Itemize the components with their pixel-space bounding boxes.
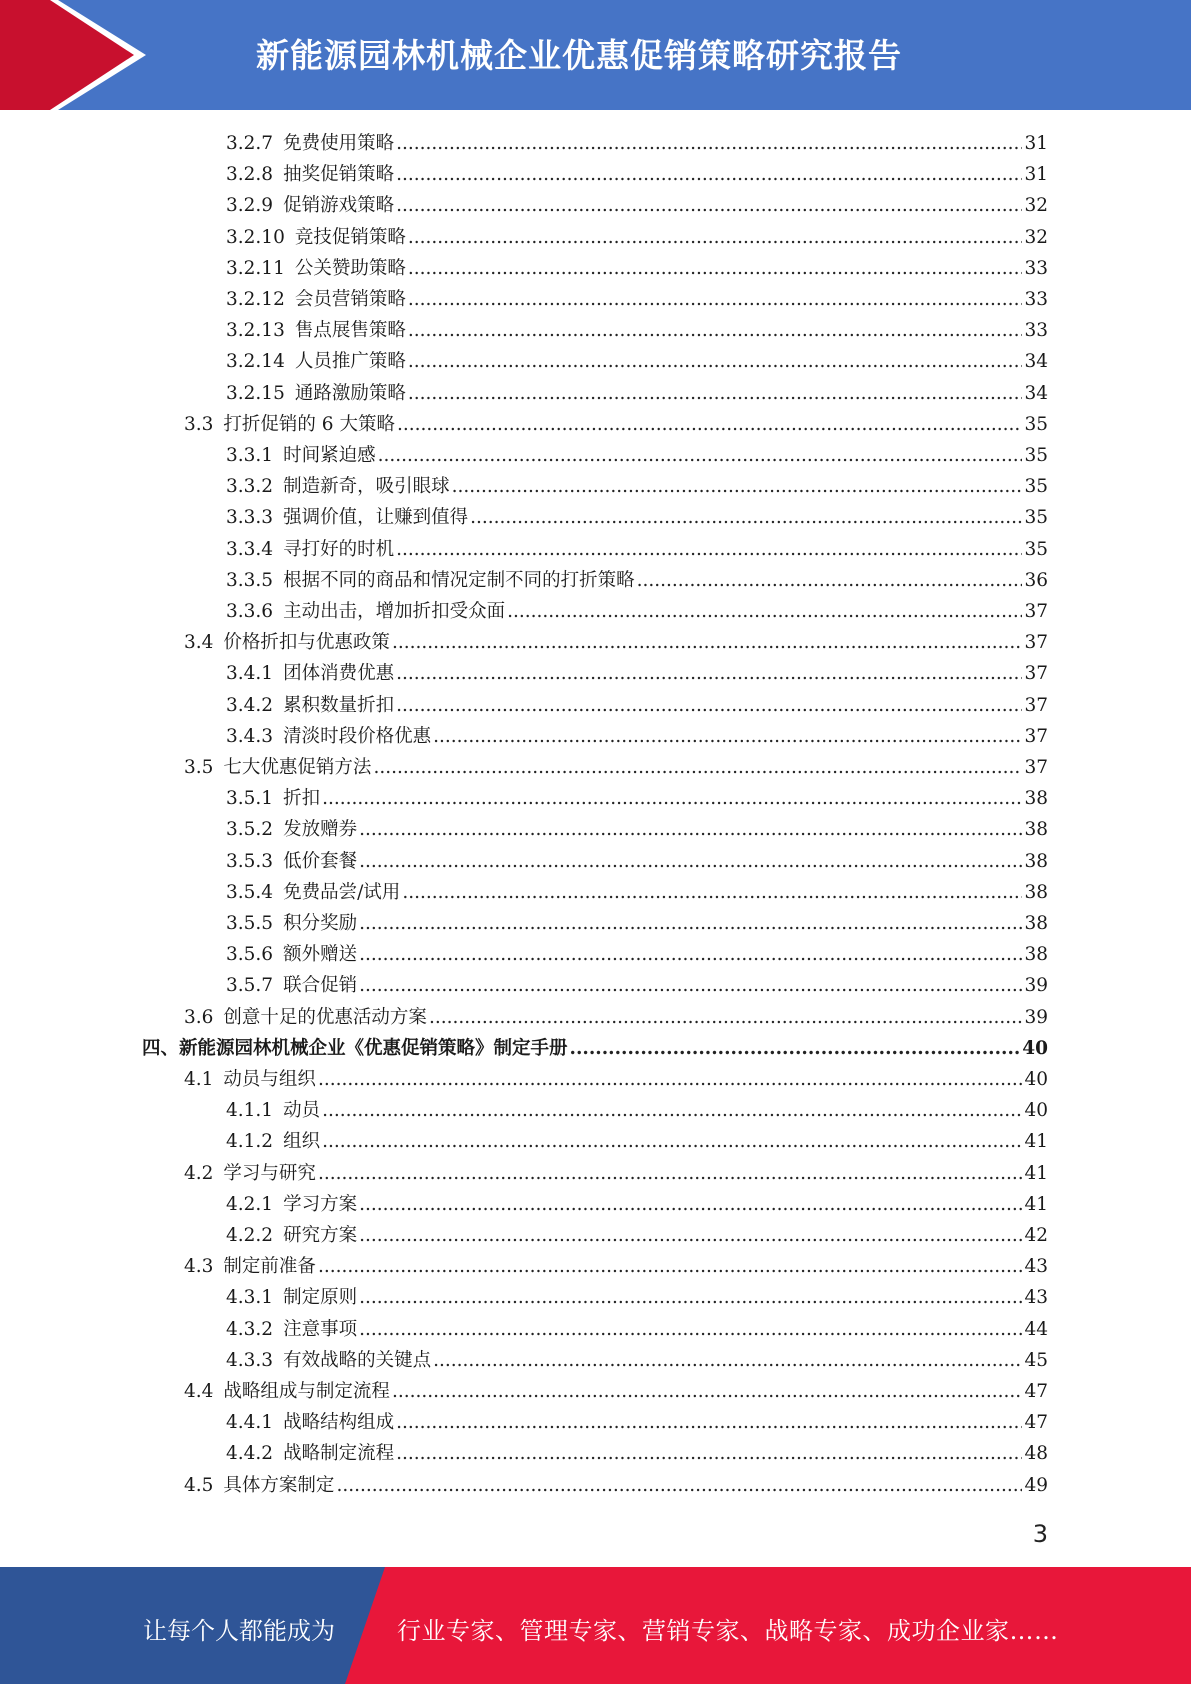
toc-entry-page: 34	[1024, 382, 1048, 404]
toc-entry-number: 3.3.4	[226, 538, 274, 560]
toc-entry-number: 3.2.14	[226, 351, 285, 373]
toc-entry-number: 4.1.1	[226, 1100, 274, 1122]
toc-entry-page: 39	[1024, 975, 1048, 997]
toc-dot-leader	[433, 721, 1022, 752]
toc-entry[interactable]	[226, 502, 1048, 533]
toc-entry-title: 学习与研究	[223, 1162, 316, 1184]
toc-entry-title: 强调价值，让赚到值得	[283, 507, 469, 529]
toc-dot-leader	[318, 1158, 1023, 1189]
toc-entry-title: 注意事项	[283, 1318, 358, 1340]
toc-entry[interactable]	[226, 315, 1048, 346]
toc-dot-leader	[429, 1002, 1023, 1033]
toc-entry[interactable]	[226, 534, 1048, 565]
toc-entry-page: 44	[1024, 1318, 1048, 1340]
toc-entry-title: 有效战略的关键点	[283, 1349, 432, 1371]
toc-entry[interactable]	[226, 939, 1048, 970]
toc-entry-title: 打折促销的 6 大策略	[223, 413, 395, 435]
toc-entry-number: 4.5	[184, 1474, 214, 1496]
toc-dot-leader	[507, 596, 1022, 627]
toc-dot-leader	[359, 846, 1022, 877]
toc-entry-page: 42	[1024, 1225, 1048, 1246]
toc-entry-page: 35	[1024, 413, 1048, 435]
toc-entry-number: 4.3	[184, 1256, 214, 1278]
toc-entry-number: 4.1	[184, 1069, 214, 1090]
toc-entry[interactable]	[226, 814, 1048, 845]
toc-entry-number: 3.3.2	[226, 476, 274, 498]
toc-entry-page: 38	[1024, 913, 1048, 934]
footer-slogan-left: 让每个人都能成为	[143, 1617, 335, 1645]
toc-entry-title: 累积数量折扣	[283, 694, 395, 716]
toc-entry-page: 41	[1024, 1193, 1048, 1215]
toc-entry[interactable]	[226, 877, 1048, 908]
toc-entry-page: 40	[1024, 1069, 1048, 1090]
toc-entry-page: 38	[1024, 850, 1048, 872]
toc-entry[interactable]	[226, 440, 1048, 471]
toc-entry-page: 38	[1024, 788, 1048, 810]
toc-entry-title: 主动出击，增加折扣受众面	[283, 601, 506, 622]
toc-entry-title: 战略结构组成	[283, 1412, 395, 1434]
toc-dot-leader	[397, 409, 1022, 440]
toc-dot-leader	[359, 970, 1022, 1001]
toc-entry-page: 49	[1024, 1474, 1048, 1496]
toc-entry-title: 低价套餐	[283, 850, 358, 872]
toc-entry-number: 3.4.3	[226, 725, 274, 747]
toc-entry[interactable]	[226, 1126, 1048, 1157]
toc-entry-page: 37	[1024, 725, 1048, 747]
toc-entry[interactable]	[226, 1220, 1048, 1251]
toc-entry-title: 根据不同的商品和情况定制不同的打折策略	[283, 569, 635, 591]
toc-entry-number: 3.2.13	[226, 320, 285, 342]
toc-entry[interactable]	[184, 409, 1048, 440]
toc-entry-number: 4.2	[184, 1162, 214, 1184]
toc-entry-number: 4.3.3	[226, 1349, 274, 1371]
toc-entry-number: 3.5.2	[226, 819, 274, 841]
toc-entry-number: 4.3.2	[226, 1318, 274, 1340]
toc-entry-number: 3.5.6	[226, 944, 274, 966]
toc-dot-leader	[402, 877, 1022, 908]
toc-dot-leader	[408, 378, 1023, 409]
toc-dot-leader	[318, 1251, 1023, 1282]
toc-entry-page: 37	[1024, 601, 1048, 622]
toc-entry-page: 37	[1024, 694, 1048, 716]
toc-entry-number: 3.4.1	[226, 663, 274, 685]
toc-dot-leader	[359, 939, 1022, 970]
toc-entry-page: 31	[1024, 133, 1048, 154]
toc-entry-number: 3.2.12	[226, 289, 285, 310]
toc-entry-page: 37	[1024, 632, 1048, 654]
toc-dot-leader	[408, 284, 1023, 315]
toc-entry-title: 免费品尝/试用	[283, 881, 401, 903]
toc-dot-leader	[392, 627, 1023, 658]
toc-entry[interactable]	[184, 1251, 1048, 1282]
toc-entry[interactable]	[226, 378, 1048, 409]
toc-entry[interactable]	[226, 222, 1048, 253]
toc-entry-title: 团体消费优惠	[283, 663, 395, 685]
toc-entry-number: 4.2.1	[226, 1193, 274, 1215]
toc-entry[interactable]	[226, 1407, 1048, 1438]
toc-dot-leader	[408, 315, 1023, 346]
toc-entry-title: 积分奖励	[283, 913, 358, 934]
toc-dot-leader	[408, 346, 1023, 377]
toc-dot-leader	[452, 471, 1023, 502]
toc-dot-leader	[392, 1376, 1023, 1407]
toc-entry-page: 36	[1024, 569, 1048, 591]
toc-entry-number: 3.2.10	[226, 226, 285, 248]
page-header	[0, 0, 1191, 110]
toc-entry-page: 31	[1024, 164, 1048, 186]
toc-entry-number: 3.5.4	[226, 881, 274, 903]
toc-entry-title: 促销游戏策略	[283, 195, 395, 217]
toc-entry-title: 制定前准备	[223, 1256, 316, 1278]
toc-entry-page: 39	[1024, 1006, 1048, 1028]
toc-entry-page: 32	[1024, 226, 1048, 248]
toc-entry-title: 七大优惠促销方法	[223, 757, 372, 778]
toc-entry[interactable]	[184, 1376, 1048, 1407]
toc-dot-leader	[570, 1033, 1021, 1064]
toc-entry-page: 40	[1024, 1100, 1048, 1122]
toc-entry-title: 免费使用策略	[283, 133, 395, 154]
toc-entry-page: 38	[1024, 819, 1048, 841]
toc-dot-leader	[433, 1345, 1022, 1376]
toc-entry[interactable]	[226, 1189, 1048, 1220]
toc-entry-number: 3.5.1	[226, 788, 274, 810]
toc-entry-number: 3.4	[184, 632, 214, 654]
toc-entry-page: 43	[1024, 1256, 1048, 1278]
document-title: 新能源园林机械企业优惠促销策略研究报告	[256, 36, 902, 75]
toc-entry-number: 4.4	[184, 1381, 214, 1402]
toc-dot-leader	[322, 1126, 1022, 1157]
toc-entry-title: 制造新奇，吸引眼球	[283, 476, 450, 498]
toc-entry-number: 3.2.15	[226, 382, 285, 404]
toc-entry-title: 寻打好的时机	[283, 538, 395, 560]
toc-dot-leader	[322, 1095, 1022, 1126]
toc-entry-page: 35	[1024, 538, 1048, 560]
toc-entry[interactable]	[226, 1282, 1048, 1313]
toc-dot-leader	[396, 690, 1022, 721]
toc-entry-number: 3.5.5	[226, 913, 274, 934]
toc-entry[interactable]	[226, 284, 1048, 315]
toc-entry-page: 34	[1024, 351, 1048, 373]
toc-entry-number: 3.3.3	[226, 507, 274, 529]
toc-entry[interactable]	[226, 970, 1048, 1001]
toc-entry[interactable]	[226, 471, 1048, 502]
page-number: 3	[1032, 1520, 1048, 1548]
toc-dot-leader	[318, 1064, 1023, 1095]
toc-entry-number: 3.5.7	[226, 975, 274, 997]
toc-entry-title: 公关赞助策略	[294, 257, 406, 279]
toc-dot-leader	[396, 1407, 1022, 1438]
toc-entry-number: 4.1.2	[226, 1131, 274, 1153]
toc-entry[interactable]	[142, 1033, 1048, 1064]
toc-entry-title: 研究方案	[283, 1225, 358, 1246]
toc-entry[interactable]	[226, 1345, 1048, 1376]
toc-entry-title: 制定原则	[283, 1287, 358, 1309]
toc-entry-title: 战略组成与制定流程	[223, 1381, 390, 1402]
toc-entry-number: 3.3.6	[226, 601, 274, 622]
toc-entry[interactable]	[184, 1002, 1048, 1033]
toc-entry-page: 37	[1024, 757, 1048, 778]
toc-entry[interactable]	[226, 128, 1048, 159]
toc-entry-title: 额外赠送	[283, 944, 358, 966]
toc-entry-number: 3.2.9	[226, 195, 274, 217]
toc-entry-title: 人员推广策略	[294, 351, 406, 373]
toc-entry-page: 48	[1024, 1443, 1048, 1465]
toc-entry-number: 4.4.1	[226, 1412, 274, 1434]
toc-entry-page: 45	[1024, 1349, 1048, 1371]
toc-dot-leader	[396, 658, 1022, 689]
toc-entry-title: 时间紧迫感	[283, 445, 376, 466]
toc-entry-number: 3.6	[184, 1006, 214, 1028]
toc-dot-leader	[396, 534, 1022, 565]
toc-entry[interactable]	[226, 1438, 1048, 1469]
toc-entry-title: 售点展售策略	[294, 320, 406, 342]
toc-entry-title: 战略制定流程	[283, 1443, 395, 1465]
toc-entry[interactable]	[184, 627, 1048, 658]
toc-entry-page: 38	[1024, 944, 1048, 966]
toc-entry-title: 动员	[283, 1100, 321, 1122]
toc-entry[interactable]	[226, 159, 1048, 190]
toc-entry-title: 折扣	[283, 788, 321, 810]
toc-entry-number: 3.3.5	[226, 569, 274, 591]
toc-dot-leader	[378, 440, 1023, 471]
toc-entry-title: 发放赠券	[283, 819, 358, 841]
toc-dot-leader	[359, 1220, 1022, 1251]
toc-entry-page: 32	[1024, 195, 1048, 217]
toc-entry[interactable]	[226, 783, 1048, 814]
toc-entry[interactable]	[184, 1158, 1048, 1189]
toc-dot-leader	[359, 814, 1022, 845]
toc-entry-number: 3.2.7	[226, 133, 274, 154]
toc-dot-leader	[373, 752, 1022, 783]
toc-entry-title: 竞技促销策略	[294, 226, 406, 248]
toc-entry-page: 37	[1024, 663, 1048, 685]
toc-entry-page: 47	[1024, 1381, 1048, 1402]
toc-dot-leader	[408, 253, 1023, 284]
toc-dot-leader	[396, 1438, 1022, 1469]
toc-entry[interactable]	[226, 846, 1048, 877]
toc-entry[interactable]	[226, 253, 1048, 284]
toc-entry-page: 33	[1024, 289, 1048, 310]
toc-entry-title: 抽奖促销策略	[283, 164, 395, 186]
toc-entry[interactable]	[184, 752, 1048, 783]
toc-dot-leader	[359, 1282, 1022, 1313]
toc-entry[interactable]	[184, 1064, 1048, 1095]
toc-entry-page: 41	[1024, 1162, 1048, 1184]
toc-entry-title: 四、新能源园林机械企业《优惠促销策略》制定手册	[142, 1037, 568, 1059]
toc-dot-leader	[396, 128, 1022, 159]
toc-entry-title: 创意十足的优惠活动方案	[223, 1006, 427, 1028]
toc-entry-title: 清淡时段价格优惠	[283, 725, 432, 747]
toc-entry[interactable]	[226, 658, 1048, 689]
toc-entry[interactable]	[226, 1314, 1048, 1345]
toc-dot-leader	[359, 908, 1022, 939]
toc-entry[interactable]	[226, 346, 1048, 377]
toc-entry-page: 47	[1024, 1412, 1048, 1434]
toc-dot-leader	[408, 222, 1023, 253]
toc-entry-page: 35	[1024, 476, 1048, 498]
toc-entry-title: 价格折扣与优惠政策	[223, 632, 390, 654]
toc-dot-leader	[336, 1470, 1022, 1501]
toc-entry-number: 3.3	[184, 413, 214, 435]
toc-entry-page: 33	[1024, 257, 1048, 279]
toc-entry-page: 33	[1024, 320, 1048, 342]
footer-slogan-right: 行业专家、管理专家、营销专家、战略专家、成功企业家……	[397, 1617, 1059, 1645]
toc-dot-leader	[396, 159, 1022, 190]
toc-entry-title: 联合促销	[283, 975, 358, 997]
toc-entry-page: 38	[1024, 881, 1048, 903]
toc-entry[interactable]	[226, 190, 1048, 221]
toc-dot-leader	[470, 502, 1022, 533]
toc-entry-title: 具体方案制定	[223, 1474, 335, 1496]
toc-entry[interactable]	[226, 1095, 1048, 1126]
toc-entry-page: 41	[1024, 1131, 1048, 1153]
toc-dot-leader	[359, 1314, 1022, 1345]
toc-entry-title: 会员营销策略	[294, 289, 406, 310]
toc-entry-number: 3.4.2	[226, 694, 274, 716]
toc-entry[interactable]	[226, 721, 1048, 752]
toc-entry-number: 3.2.11	[226, 257, 285, 279]
toc-entry-number: 3.3.1	[226, 445, 274, 466]
toc-entry-page: 43	[1024, 1287, 1048, 1309]
toc-dot-leader	[359, 1189, 1022, 1220]
toc-entry[interactable]	[184, 1470, 1048, 1501]
toc-entry[interactable]	[226, 565, 1048, 596]
toc-dot-leader	[396, 190, 1022, 221]
toc-entry-title: 通路激励策略	[294, 382, 406, 404]
toc-entry[interactable]	[226, 908, 1048, 939]
toc-entry-title: 组织	[283, 1131, 321, 1153]
toc-entry-page: 35	[1024, 445, 1048, 466]
toc-dot-leader	[322, 783, 1022, 814]
page-footer	[0, 1567, 1191, 1684]
toc-entry[interactable]	[226, 596, 1048, 627]
toc-entry-number: 4.2.2	[226, 1225, 274, 1246]
chevron-arrow-icon	[0, 0, 160, 110]
toc-entry-title: 学习方案	[283, 1193, 358, 1215]
toc-entry-title: 动员与组织	[223, 1069, 316, 1090]
toc-entry-number: 3.5	[184, 757, 214, 778]
toc-entry-number: 4.3.1	[226, 1287, 274, 1309]
toc-entry-number: 3.2.8	[226, 164, 274, 186]
toc-entry[interactable]	[226, 690, 1048, 721]
toc-entry-page: 40	[1022, 1037, 1048, 1059]
toc-entry-page: 35	[1024, 507, 1048, 529]
toc-entry-number: 4.4.2	[226, 1443, 274, 1465]
toc-dot-leader	[637, 565, 1023, 596]
toc-entry-number: 3.5.3	[226, 850, 274, 872]
